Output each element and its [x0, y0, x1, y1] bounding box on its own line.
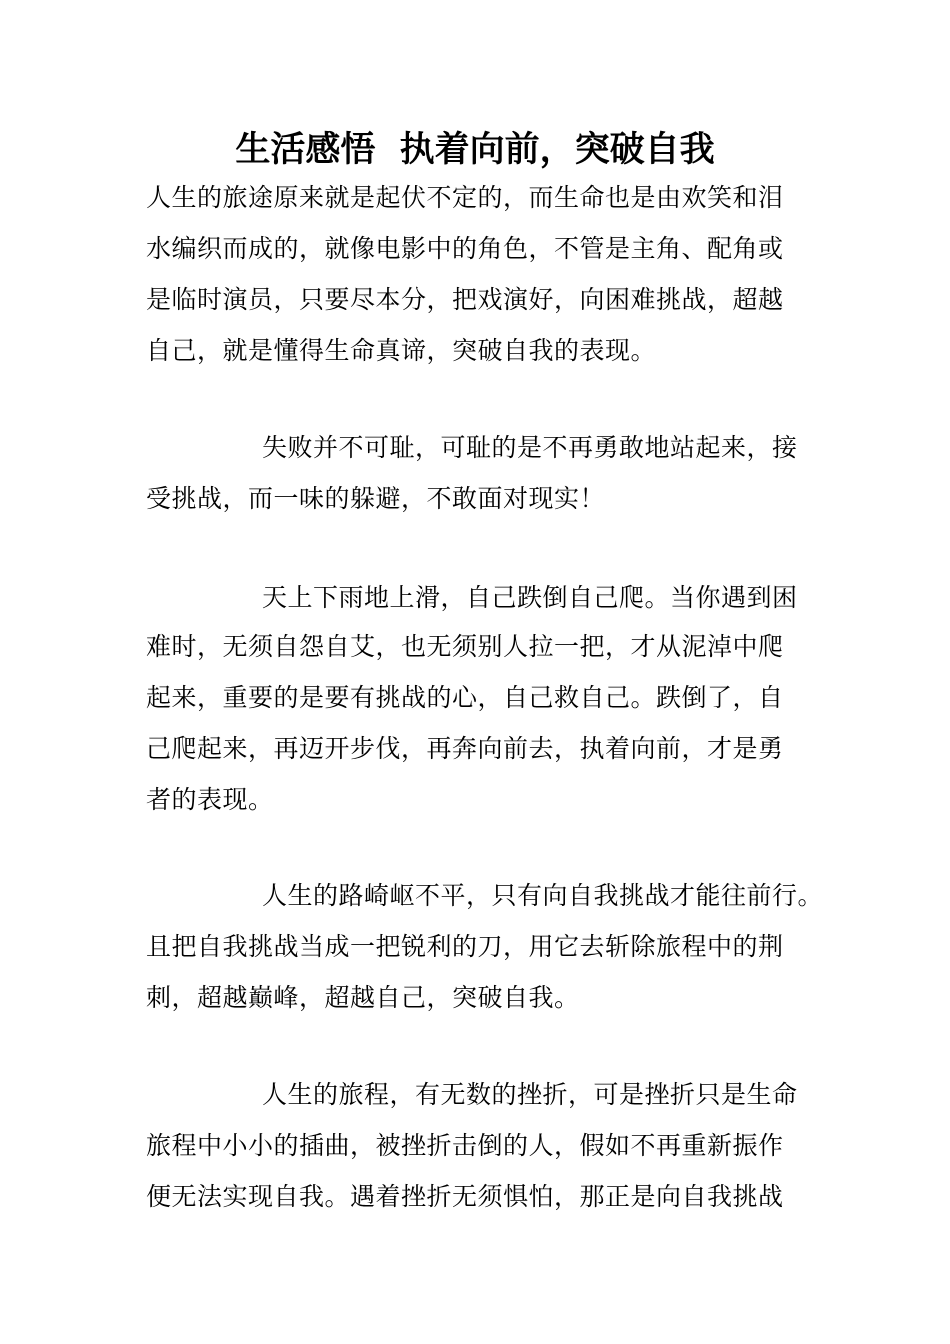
paragraph-3-line-2: 难时，无须自怨自艾，也无须别人拉一把，才从泥淖中爬	[146, 632, 784, 661]
paragraph-1-line-4: 自己，就是懂得生命真谛，突破自我的表现。	[146, 336, 657, 365]
paragraph-3-line-5: 者的表现。	[146, 785, 274, 814]
paragraph-1-line-1: 人生的旅途原来就是起伏不定的，而生命也是由欢笑和泪	[146, 183, 784, 212]
paragraph-5-line-1: 人生的旅程，有无数的挫折，可是挫折只是生命	[262, 1080, 798, 1109]
paragraph-5-line-2: 旅程中小小的插曲，被挫折击倒的人，假如不再重新振作	[146, 1131, 784, 1160]
document-title: 生活感悟 执着向前，突破自我	[235, 130, 715, 170]
paragraph-3-line-3: 起来，重要的是要有挑战的心，自己救自己。跌倒了，自	[146, 683, 784, 712]
paragraph-4-line-1: 人生的路崎岖不平，只有向自我挑战才能往前行。	[262, 881, 824, 910]
paragraph-5-line-3: 便无法实现自我。遇着挫折无须惧怕，那正是向自我挑战	[146, 1182, 784, 1211]
paragraph-3-line-4: 己爬起来，再迈开步伐，再奔向前去，执着向前，才是勇	[146, 734, 784, 763]
paragraph-1-line-3: 是临时演员，只要尽本分，把戏演好，向困难挑战，超越	[146, 285, 784, 314]
paragraph-2-line-1: 失败并不可耻，可耻的是不再勇敢地站起来，接	[262, 433, 798, 462]
paragraph-4-line-3: 刺，超越巅峰，超越自己，突破自我。	[146, 983, 580, 1012]
paragraph-1-line-2: 水编织而成的，就像电影中的角色，不管是主角、配角或	[146, 234, 784, 263]
paragraph-3-line-1: 天上下雨地上滑，自己跌倒自己爬。当你遇到困	[262, 583, 798, 612]
paragraph-2-line-2: 受挑战，而一味的躲避，不敢面对现实！	[146, 484, 606, 513]
paragraph-4-line-2: 且把自我挑战当成一把锐利的刀，用它去斩除旅程中的荆	[146, 932, 784, 961]
